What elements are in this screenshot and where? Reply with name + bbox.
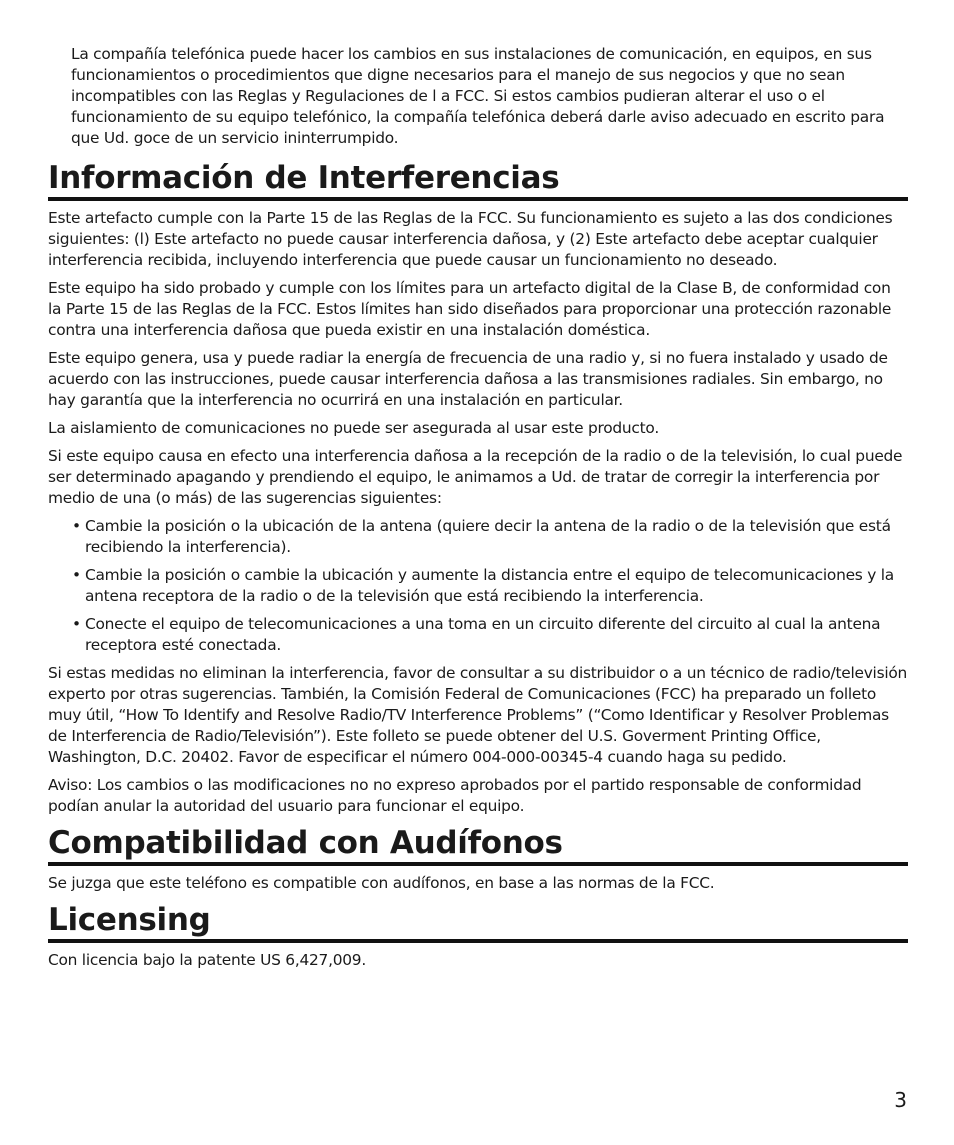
list-item xyxy=(48,614,908,656)
interference-heading: Información de Interferencias xyxy=(48,159,908,201)
list-item xyxy=(48,565,908,607)
interference-notice: Aviso: Los cambios o las modificaciones no no expreso aprobados por el partido responsable de conformidad podían anular la autoridad del usuario para funcionar el equipo. xyxy=(48,776,862,815)
list-item xyxy=(48,516,908,558)
licensing-heading: Licensing xyxy=(48,901,908,943)
hearing-aid-heading: Compatibilidad con Audífonos xyxy=(48,824,908,866)
interference-section xyxy=(48,159,908,817)
bullet-marker: • xyxy=(72,615,81,633)
licensing-text: Con licencia bajo la patente US 6,427,009. xyxy=(48,951,366,969)
interference-paragraph-5: Si este equipo causa en efecto una interferencia dañosa a la recepción de la radio o de la televisión, lo cual puede ser determinado apagando y prendiendo el equipo, le animamos a Ud. de tratar de corregir la interferencia por medio de una (o más) de las sugerencias siguientes: xyxy=(48,447,903,507)
interference-paragraph-2: Este equipo ha sido probado y cumple con los límites para un artefacto digital de la Clase B, de conformidad con la Parte 15 de las Reglas de la FCC. Estos límites han sido diseñados para proporcionar una protección razonable contra una interferencia dañosa que pueda existir en una instalación doméstica. xyxy=(48,279,892,339)
intro-paragraph: La compañía telefónica puede hacer los cambios en sus instalaciones de comunicación, en equipos, en sus funcionamientos o procedimientos que digne necesarios para el manejo de sus negocios y que no sean incompatibles con las Reglas y Regulaciones de l a FCC. Si estos cambios pudieran alterar el uso o el funcionamiento de su equipo telefónico, la compañía telefónica deberá darle aviso adecuado en escrito para que Ud. goce de un servicio ininterrumpido. xyxy=(71,45,885,147)
list-item-text: Cambie la posición o la ubicación de la antena (quiere decir la antena de la radio o de la televisión que está recibiendo la interferencia). xyxy=(85,517,891,556)
list-item-text: Conecte el equipo de telecomunicaciones a una toma en un circuito diferente del circuito al cual la antena receptora esté conectada. xyxy=(85,615,881,654)
interference-paragraph-6: Si estas medidas no eliminan la interferencia, favor de consultar a su distribuidor o a un técnico de radio/televisión experto por otras sugerencias. También, la Comisión Federal de Comunicaciones (FCC) ha preparado un folleto muy útil, “How To Identify and Resolve Radio/TV Interference Problems” (“Como Identificar y Resolver Problemas de Interferencia de Radio/Televisión”). Este folleto se puede obtener del U.S. Goverment Printing Office, Washington, D.C. 20402. Favor de especificar el número 004-000-00345-4 cuando haga su pedido. xyxy=(48,664,908,766)
bullet-marker: • xyxy=(72,517,81,535)
bullet-marker: • xyxy=(72,566,81,584)
hearing-aid-section xyxy=(48,824,908,894)
interference-paragraph-1: Este artefacto cumple con la Parte 15 de las Reglas de la FCC. Su funcionamiento es sujeto a las dos condiciones siguientes: (l) Este artefacto no puede causar interferencia dañosa, y (2) Este artefacto debe aceptar cualquier interferencia recibida, incluyendo interferencia que puede causar un funcionamiento no deseado. xyxy=(48,209,893,269)
page-number: 3 xyxy=(894,1088,907,1112)
suggestions-list xyxy=(48,516,908,656)
interference-paragraph-4: La aislamiento de comunicaciones no puede ser asegurada al usar este producto. xyxy=(48,419,659,437)
hearing-aid-text: Se juzga que este teléfono es compatible con audífonos, en base a las normas de la FCC. xyxy=(48,874,715,892)
list-item-text: Cambie la posición o cambie la ubicación y aumente la distancia entre el equipo de telecomunicaciones y la antena receptora de la radio o de la televisión que está recibiendo la interferencia. xyxy=(85,566,894,605)
document-page xyxy=(48,44,908,978)
interference-paragraph-3: Este equipo genera, usa y puede radiar la energía de frecuencia de una radio y, si no fuera instalado y usado de acuerdo con las instrucciones, puede causar interferencia dañosa a las transmisiones radiales. Sin embargo, no hay garantía que la interferencia no ocurrirá en una instalación en particular. xyxy=(48,349,888,409)
licensing-section xyxy=(48,901,908,971)
